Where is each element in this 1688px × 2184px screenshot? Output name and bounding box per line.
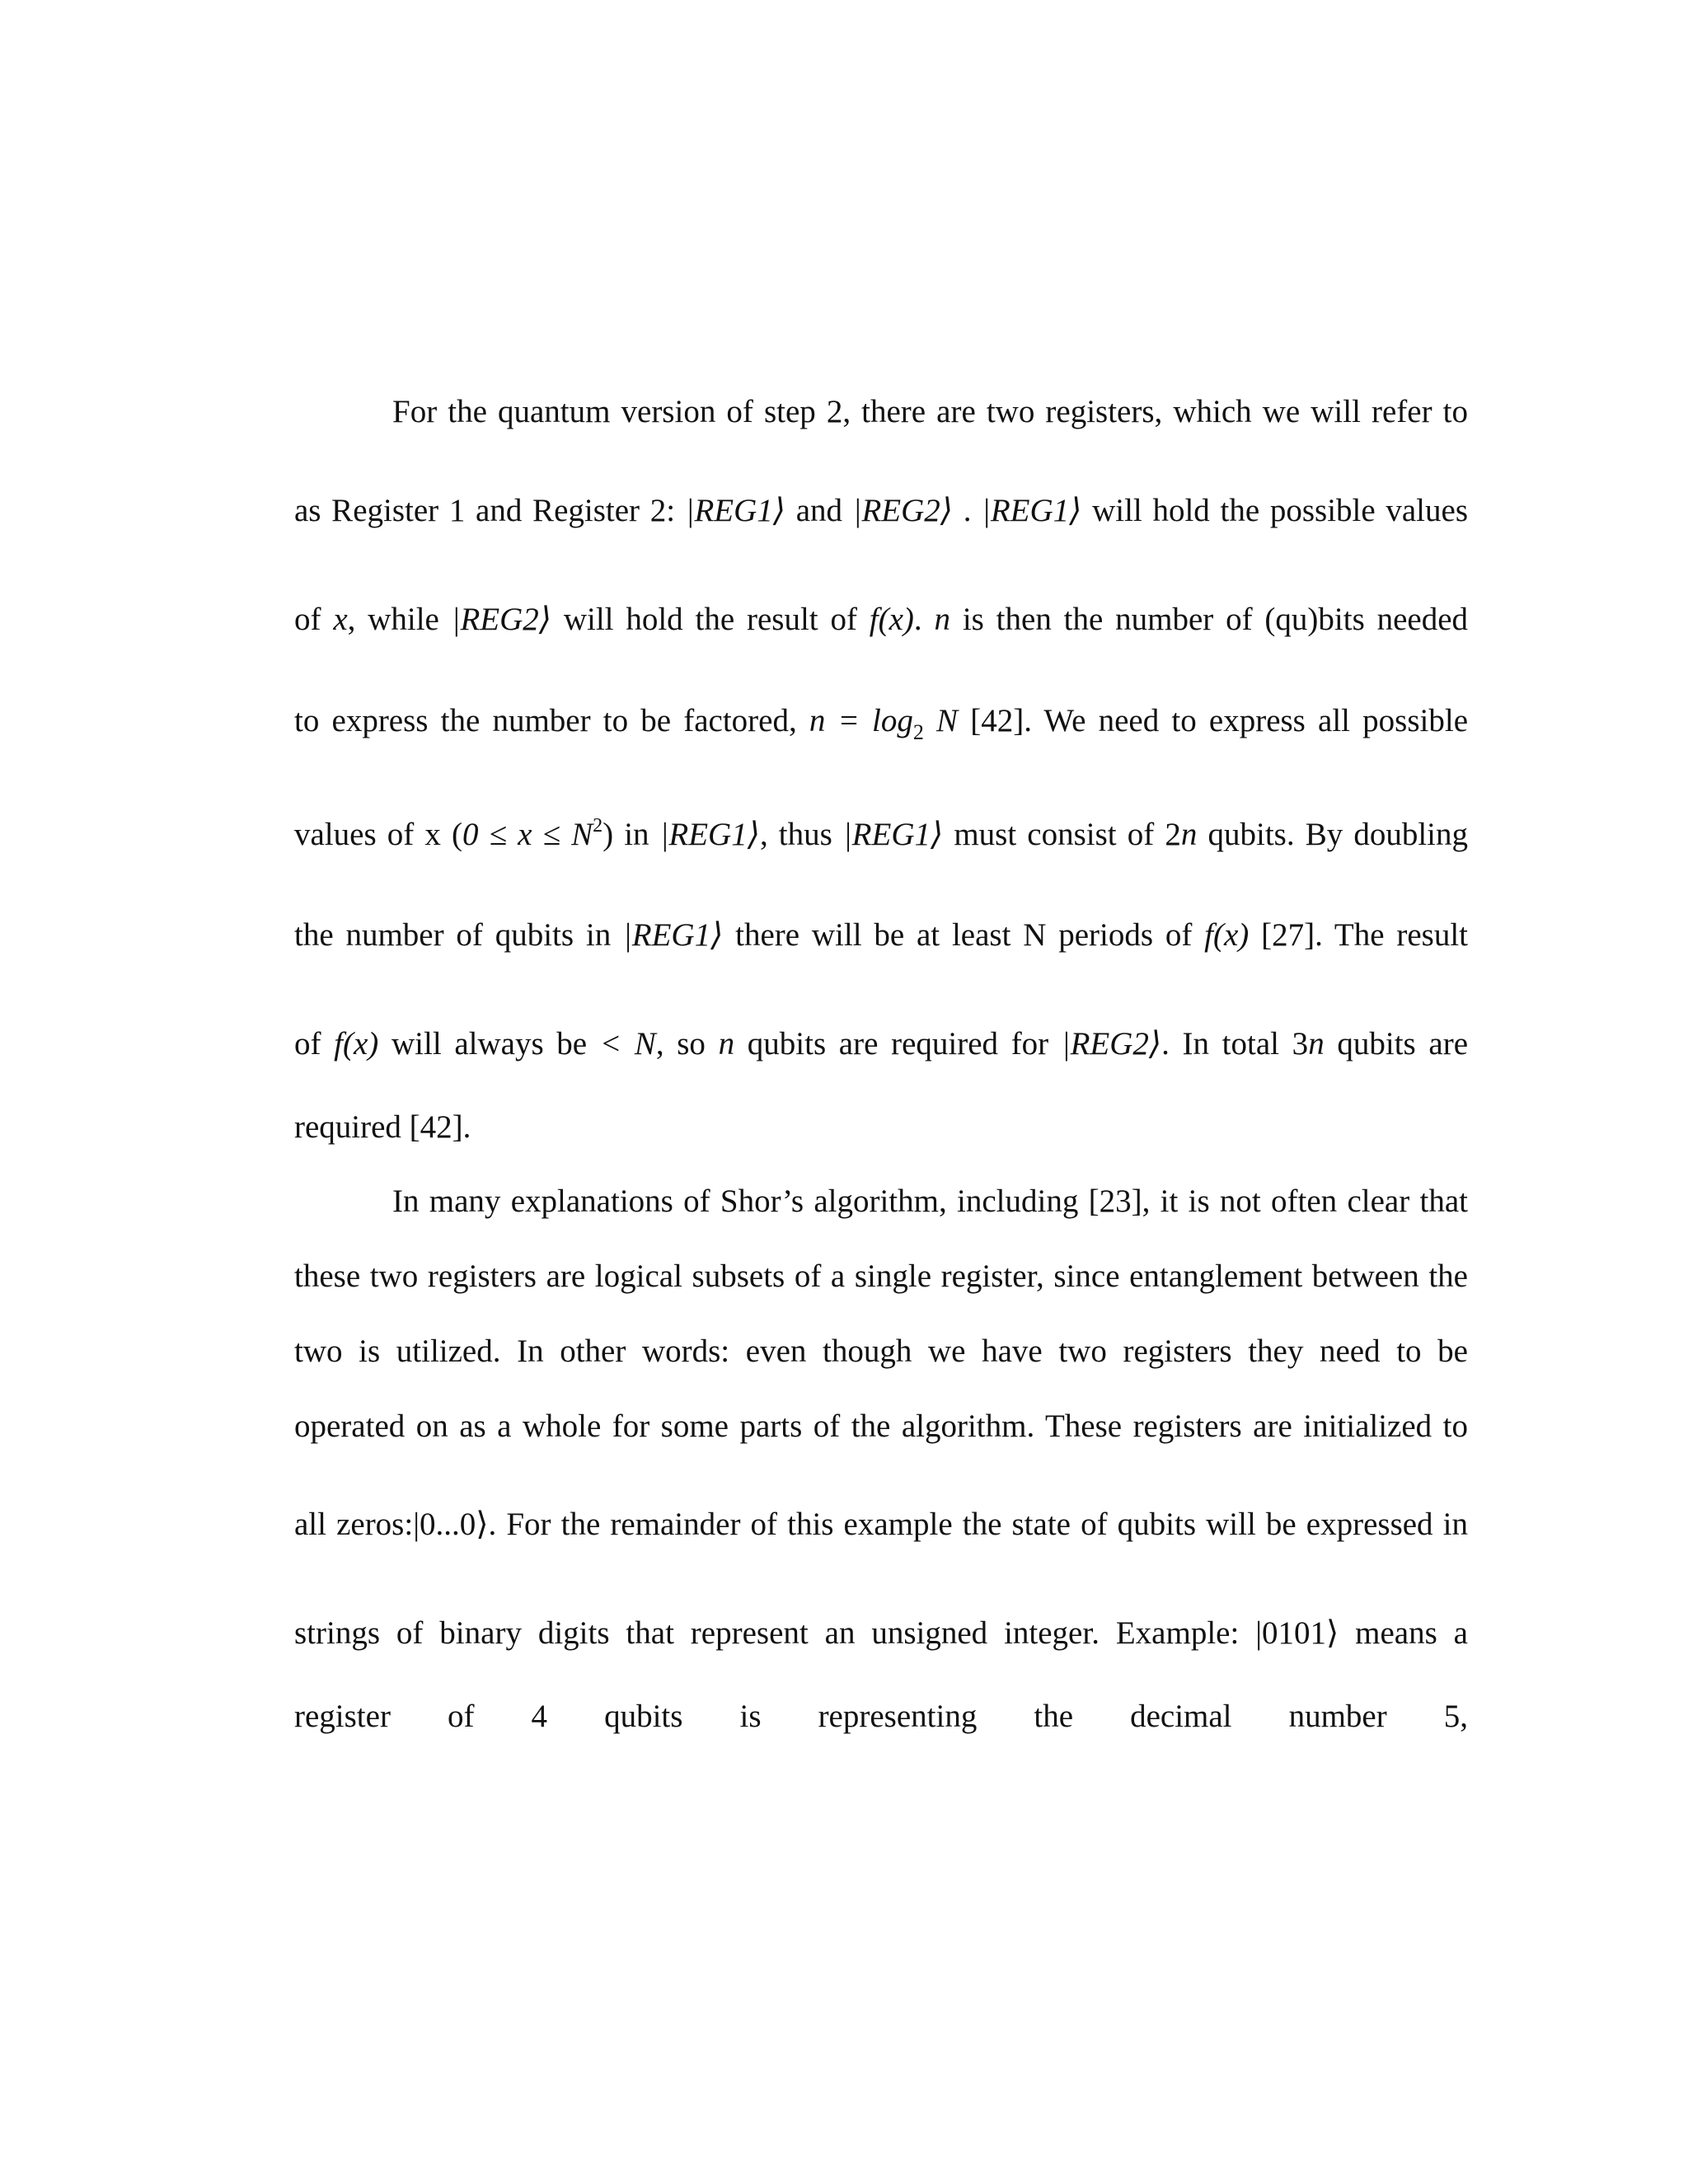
paragraph-2-line-3: [294, 1327, 1468, 1376]
paragraph-1-line-3: [294, 595, 1468, 644]
word: qubits: [604, 1699, 683, 1734]
paragraph-1-line-5: [294, 801, 1468, 860]
text-run: means a: [1355, 1615, 1468, 1651]
paragraph-1-line-2: [294, 486, 1468, 536]
text-run: will hold the possible values: [1092, 493, 1469, 528]
text-run: In many explanations of Shor’s algorithm, including [23], it is not often clear that: [392, 1183, 1468, 1219]
ket-zeros: |0...0⟩: [413, 1507, 489, 1542]
ket-reg1: |REG1⟩: [982, 493, 1082, 528]
word: is: [739, 1699, 762, 1734]
text-run: values of x (: [294, 817, 462, 852]
paragraph-1-line-8: [294, 1103, 1468, 1152]
math-N: N: [923, 703, 959, 738]
text-run: to express the number to be factored,: [294, 703, 809, 738]
paragraph-1-line-4: [294, 696, 1468, 757]
paragraph-2-line-6: [294, 1609, 1468, 1658]
text-run: operated on as a whole for some parts of the algorithm. These registers are initialized to: [294, 1408, 1468, 1444]
text-run: , so: [655, 1026, 719, 1062]
text-run: For the quantum version of step 2, there are two registers, which we will refer to: [392, 394, 1468, 429]
text-run: two is utilized. In other words: even though we have two registers they need to be: [294, 1333, 1468, 1369]
text-run: ) in: [603, 817, 660, 852]
word: representing: [818, 1699, 978, 1734]
word: decimal: [1130, 1699, 1232, 1734]
math-fx: f(x): [1204, 917, 1250, 953]
paragraph-2-line-1: [392, 1177, 1468, 1226]
text-run: will always be: [391, 1026, 600, 1062]
ket-reg1: |REG1⟩: [659, 817, 760, 852]
ket-reg2: |REG2⟩: [852, 493, 953, 528]
math-n: n: [1180, 817, 1198, 852]
ket-reg2: |REG2⟩: [1061, 1026, 1162, 1062]
paragraph-2-line-4: [294, 1402, 1468, 1451]
paragraph-2-line-2: [294, 1252, 1468, 1301]
paragraph-1-line-1: [392, 387, 1468, 437]
math-exponent: 2: [593, 815, 603, 837]
word: number: [1288, 1699, 1387, 1734]
ket-reg1: |REG1⟩: [685, 493, 786, 528]
text-run: qubits are required for: [747, 1026, 1062, 1062]
text-run: qubits. By doubling: [1197, 817, 1469, 852]
text-run: is then the number of (qu)bits needed: [962, 602, 1469, 637]
text-run: [27]. The result: [1261, 917, 1469, 953]
ket-0101: |0101⟩: [1255, 1615, 1339, 1651]
ket-reg2: |REG2⟩: [451, 602, 551, 637]
text-run: all zeros:: [294, 1507, 414, 1542]
math-x: x: [333, 602, 348, 637]
math-less-than-N: < N: [599, 1026, 656, 1062]
text-run: . For the remainder of this example the state of qubits will be expressed in: [488, 1507, 1468, 1542]
text-run: of: [294, 1026, 335, 1062]
math-fx: f(x): [334, 1026, 379, 1062]
math-log-base: 2: [912, 720, 924, 744]
paragraph-2-line-5: [294, 1500, 1468, 1549]
text-run: .: [913, 602, 935, 637]
text-run: strings of binary digits that represent an unsigned integer. Example:: [294, 1615, 1256, 1651]
word: register: [294, 1699, 391, 1734]
text-run: and: [795, 493, 853, 528]
word: of: [448, 1699, 475, 1734]
text-run: required [42].: [294, 1109, 471, 1145]
math-n-equals-log: n = log: [809, 703, 913, 738]
math-n: n: [718, 1026, 735, 1062]
text-run: . In total 3: [1161, 1026, 1309, 1062]
paragraph-1-line-6: [294, 911, 1468, 960]
text-run: will hold the result of: [563, 602, 870, 637]
ket-reg1: |REG1⟩: [623, 917, 724, 953]
text-run: [42]. We need to express all possible: [970, 703, 1469, 738]
math-range: 0 ≤ x ≤ N: [462, 817, 593, 852]
paragraph-1-line-7: [294, 1019, 1468, 1069]
math-n: n: [934, 602, 950, 637]
text-run: the number of qubits in: [294, 917, 624, 953]
text-run: qubits are: [1337, 1026, 1469, 1062]
text-run: , thus: [759, 817, 843, 852]
text-run: there will be at least N periods of: [735, 917, 1205, 953]
math-fx: f(x): [869, 602, 914, 637]
word: 5,: [1443, 1699, 1468, 1734]
math-n: n: [1308, 1026, 1325, 1062]
text-run: must consist of 2: [954, 817, 1181, 852]
text-run: , while: [347, 602, 452, 637]
ket-reg1: |REG1⟩: [842, 817, 944, 852]
word: the: [1034, 1699, 1074, 1734]
text-run: as Register 1 and Register 2:: [294, 493, 686, 528]
text-run: .: [963, 493, 982, 528]
text-run: of: [294, 602, 334, 637]
text-run: these two registers are logical subsets of a single register, since entanglement between the: [294, 1258, 1468, 1294]
word: 4: [531, 1699, 548, 1734]
paragraph-2-line-7: [294, 1692, 1468, 1741]
